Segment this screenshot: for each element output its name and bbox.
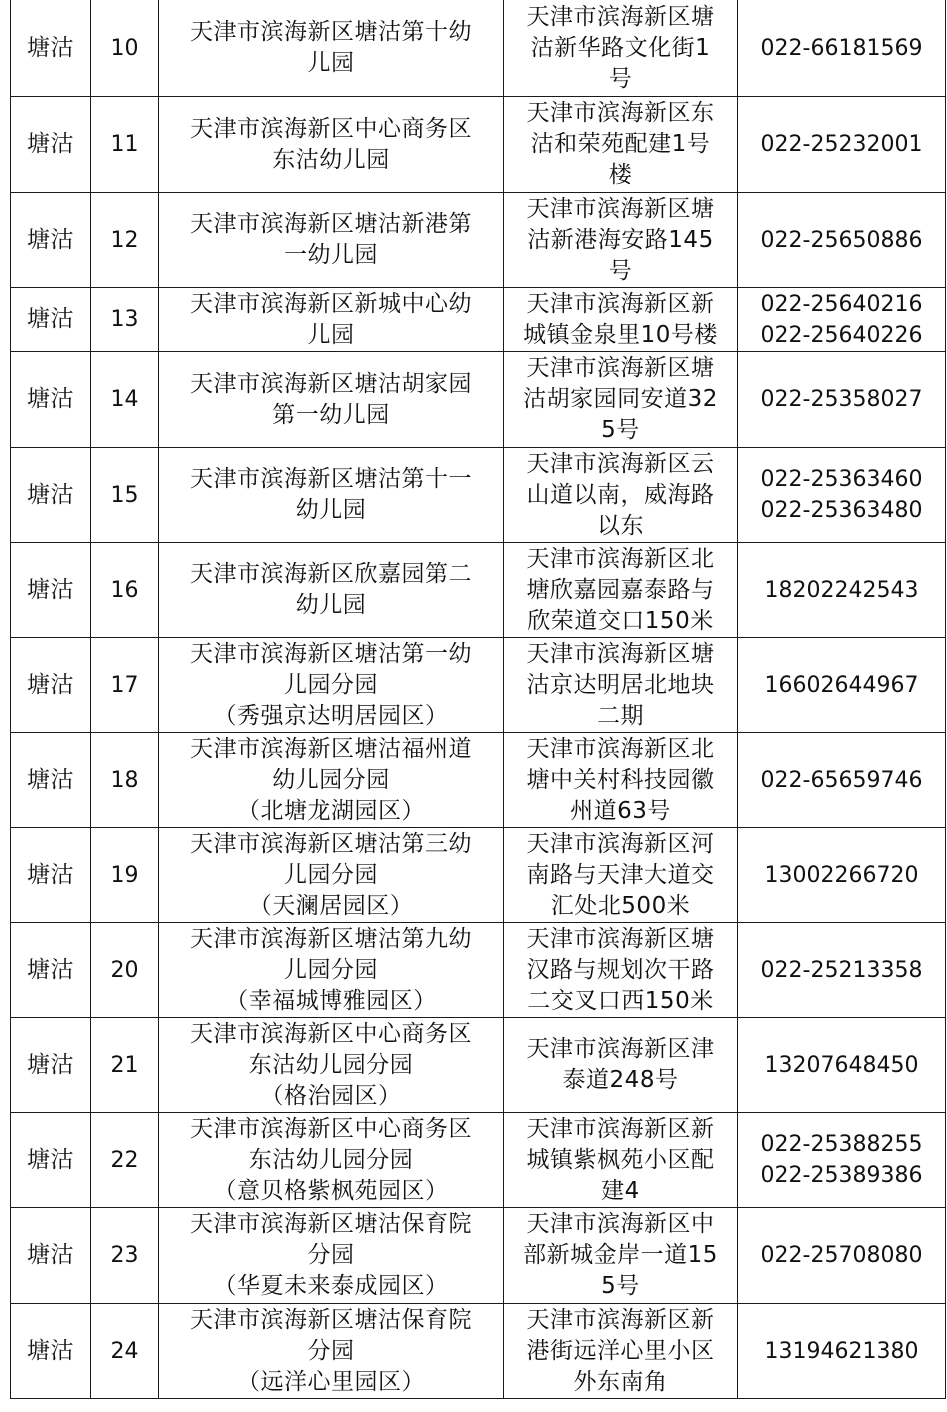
phone-cell: [738, 0, 946, 97]
kindergarten-name-cell-line: 天津市滨海新区塘沽保育院: [190, 1211, 472, 1237]
kindergarten-name-cell-line: （格治园区）: [260, 1082, 402, 1109]
district-cell: 塘沽: [11, 1208, 91, 1304]
address-cell-line: 天津市滨海新区北: [526, 545, 715, 572]
district-cell: 塘沽: [11, 352, 91, 448]
phone-cell: [738, 448, 946, 543]
number-cell: 18: [91, 733, 159, 828]
number-cell: 23: [91, 1208, 159, 1304]
number-cell: 17: [91, 638, 159, 733]
kindergarten-name-cell-line: （意贝格紫枫苑园区）: [213, 1177, 449, 1204]
phone-cell-line: 022-25640226: [760, 322, 923, 348]
address-cell-line: 汇处北500米: [550, 892, 691, 919]
district-cell: 塘沽: [11, 923, 91, 1018]
address-cell-line: 天津市滨海新区塘: [526, 925, 715, 952]
kindergarten-name-cell-line: 儿园: [307, 50, 355, 76]
table-row: [11, 828, 946, 923]
address-cell-line: 天津市滨海新区津: [526, 1036, 715, 1062]
kindergarten-name-cell-line: 天津市滨海新区塘沽保育院: [190, 1306, 472, 1333]
address-cell-line: 南路与天津大道交: [526, 861, 715, 888]
table-row: [11, 733, 946, 828]
phone-cell-line: 022-25213358: [760, 957, 923, 983]
address-cell-line: 天津市滨海新区新: [526, 1306, 715, 1333]
table-row: [11, 288, 946, 352]
kindergarten-name-cell-line: 分园: [307, 1242, 355, 1268]
address-cell: [504, 828, 738, 923]
number-cell: 20: [91, 923, 159, 1018]
number-cell: 14: [91, 352, 159, 448]
address-cell-line: 港街远洋心里小区: [526, 1337, 715, 1364]
table-row: [11, 1113, 946, 1208]
district-cell: 塘沽: [11, 193, 91, 288]
kindergarten-name-cell: [159, 0, 504, 97]
address-cell-line: 天津市滨海新区东: [526, 100, 715, 126]
address-cell-line: 天津市滨海新区北: [526, 735, 715, 762]
phone-cell-line: 022-25650886: [760, 227, 923, 253]
address-cell-line: 欣荣道交口150米: [527, 607, 714, 634]
address-cell-line: 沽新港海安路145: [527, 226, 714, 253]
table-row: [11, 923, 946, 1018]
address-cell-line: 二期: [597, 702, 644, 729]
address-cell-line: 塘欣嘉园嘉泰路与: [526, 576, 715, 603]
phone-cell-line: 022-25363480: [760, 498, 923, 523]
phone-cell-line: 022-25232001: [760, 132, 923, 157]
table-row: [11, 543, 946, 638]
kindergarten-name-cell: [159, 1208, 504, 1304]
phone-cell: [738, 638, 946, 733]
kindergarten-name-cell-line: 天津市滨海新区塘沽新港第: [190, 211, 472, 237]
district-cell: 塘沽: [11, 288, 91, 352]
address-cell: [504, 638, 738, 733]
address-cell-line: 沽胡家园同安道32: [523, 386, 718, 412]
kindergarten-name-cell: [159, 733, 504, 828]
number-cell: 21: [91, 1018, 159, 1113]
phone-cell: [738, 1018, 946, 1113]
address-cell-line: 天津市滨海新区塘: [526, 640, 715, 667]
phone-cell: [738, 828, 946, 923]
address-cell-line: 汉路与规划次干路: [526, 956, 715, 983]
address-cell-line: 沽新华路文化街1: [530, 34, 711, 61]
phone-cell: [738, 1113, 946, 1208]
kindergarten-name-cell: [159, 1304, 504, 1399]
district-cell: 塘沽: [11, 733, 91, 828]
kindergarten-name-cell-line: 儿园: [307, 321, 355, 348]
kindergarten-name-cell: [159, 1018, 504, 1113]
district-cell: 塘沽: [11, 543, 91, 638]
address-cell-line: 泰道248号: [562, 1067, 679, 1093]
kindergarten-name-cell-line: 幼儿园分园: [272, 766, 390, 793]
district-cell: 塘沽: [11, 828, 91, 923]
table-row: [11, 638, 946, 733]
kindergarten-name-cell-line: 幼儿园: [295, 592, 367, 618]
phone-cell-line: 022-25363460: [760, 467, 923, 492]
kindergarten-name-cell-line: （秀强京达明居园区）: [213, 702, 449, 729]
phone-cell: [738, 543, 946, 638]
address-cell: [504, 1208, 738, 1304]
kindergarten-name-cell: [159, 288, 504, 352]
district-cell: 塘沽: [11, 1018, 91, 1113]
number-cell: 13: [91, 288, 159, 352]
address-cell-line: 沽和荣苑配建1号: [530, 131, 711, 157]
district-cell: 塘沽: [11, 638, 91, 733]
table-row: [11, 0, 946, 97]
kindergarten-name-cell-line: 东沽幼儿园: [272, 146, 390, 173]
number-cell: 10: [91, 0, 159, 97]
kindergarten-name-cell: [159, 1113, 504, 1208]
district-cell: 塘沽: [11, 448, 91, 543]
phone-cell: [738, 733, 946, 828]
address-cell: [504, 1113, 738, 1208]
number-cell: 24: [91, 1304, 159, 1399]
kindergarten-name-cell-line: 东沽幼儿园分园: [248, 1051, 414, 1078]
number-cell: 11: [91, 97, 159, 193]
kindergarten-name-cell-line: 天津市滨海新区塘沽第十幼: [190, 19, 472, 45]
address-cell-line: 楼: [608, 162, 633, 188]
phone-cell-line: 022-25388255: [760, 1132, 923, 1157]
phone-cell: [738, 288, 946, 352]
number-cell: 22: [91, 1113, 159, 1208]
kindergarten-name-cell-line: 分园: [307, 1337, 355, 1364]
table-row: [11, 448, 946, 543]
address-cell-line: 建4: [601, 1177, 640, 1204]
address-cell: [504, 288, 738, 352]
kindergarten-name-cell: [159, 543, 504, 638]
phone-cell-line: 022-65659746: [760, 767, 923, 793]
kindergarten-name-cell-line: 天津市滨海新区中心商务区: [190, 115, 472, 142]
kindergarten-name-cell-line: （幸福城博雅园区）: [225, 987, 437, 1014]
phone-cell-line: 022-25358027: [760, 387, 923, 412]
kindergarten-name-cell-line: 天津市滨海新区塘沽第九幼: [190, 925, 472, 952]
kindergarten-name-cell-line: （天澜居园区）: [248, 892, 414, 919]
kindergarten-name-cell-line: 天津市滨海新区塘沽第一幼: [190, 640, 472, 667]
kindergarten-name-cell-line: 天津市滨海新区中心商务区: [190, 1020, 472, 1047]
kindergarten-name-cell: [159, 193, 504, 288]
kindergarten-name-cell-line: 东沽幼儿园分园: [248, 1146, 414, 1173]
address-cell-line: 城镇紫枫苑小区配: [526, 1146, 715, 1173]
kindergarten-name-cell-line: 一幼儿园: [284, 242, 378, 268]
kindergarten-name-cell-line: 幼儿园: [295, 497, 367, 523]
phone-cell-line: 13194621380: [764, 1338, 919, 1364]
address-cell: [504, 0, 738, 97]
kindergarten-name-cell-line: 儿园分园: [284, 861, 378, 888]
kindergarten-name-cell-line: 儿园分园: [284, 671, 378, 698]
phone-cell-line: 13207648450: [764, 1052, 919, 1078]
address-cell-line: 天津市滨海新区新: [526, 1115, 715, 1142]
kindergarten-name-cell: [159, 97, 504, 193]
kindergarten-name-cell-line: 天津市滨海新区塘沽胡家园: [190, 370, 472, 397]
address-cell-line: 号: [608, 65, 633, 92]
phone-cell: [738, 352, 946, 448]
address-cell: [504, 733, 738, 828]
phone-cell: [738, 97, 946, 193]
address-cell: [504, 543, 738, 638]
kindergarten-name-cell-line: 儿园分园: [284, 956, 378, 983]
address-cell-line: 天津市滨海新区云: [526, 450, 715, 477]
address-cell-line: 部新城金岸一道15: [523, 1242, 718, 1268]
address-cell-line: 外东南角: [573, 1368, 668, 1395]
table-row: [11, 193, 946, 288]
phone-cell-line: 022-66181569: [760, 35, 923, 61]
address-cell-line: 沽京达明居北地块: [526, 671, 715, 698]
phone-cell-line: 18202242543: [764, 577, 919, 603]
district-cell: 塘沽: [11, 0, 91, 97]
phone-cell: [738, 1304, 946, 1399]
table-row: [11, 1304, 946, 1399]
address-cell-line: 以东: [597, 512, 644, 539]
kindergarten-table: [10, 0, 946, 1399]
district-cell: 塘沽: [11, 97, 91, 193]
table-row: [11, 352, 946, 448]
address-cell: [504, 923, 738, 1018]
phone-cell: [738, 193, 946, 288]
address-cell-line: 天津市滨海新区新: [526, 290, 715, 317]
kindergarten-name-cell: [159, 448, 504, 543]
phone-cell-line: 022-25640216: [760, 291, 923, 317]
kindergarten-name-cell-line: 天津市滨海新区新城中心幼: [190, 290, 472, 317]
table-row: [11, 1018, 946, 1113]
number-cell: 15: [91, 448, 159, 543]
kindergarten-name-cell-line: 天津市滨海新区欣嘉园第二: [190, 561, 472, 587]
address-cell: [504, 448, 738, 543]
kindergarten-name-cell: [159, 923, 504, 1018]
address-cell-line: 天津市滨海新区塘: [526, 355, 715, 381]
address-cell-line: 天津市滨海新区塘: [526, 3, 715, 30]
address-cell-line: 5号: [601, 417, 640, 443]
address-cell-line: 5号: [601, 1273, 640, 1299]
kindergarten-name-cell-line: 天津市滨海新区塘沽第三幼: [190, 830, 472, 857]
address-cell-line: 塘中关村科技园徽: [526, 766, 715, 793]
kindergarten-name-cell-line: 天津市滨海新区塘沽第十一: [190, 466, 472, 492]
kindergarten-name-cell-line: 第一幼儿园: [272, 401, 390, 428]
address-cell: [504, 193, 738, 288]
number-cell: 19: [91, 828, 159, 923]
phone-cell: [738, 923, 946, 1018]
kindergarten-name-cell-line: 天津市滨海新区塘沽福州道: [190, 735, 472, 762]
address-cell-line: 州道63号: [570, 797, 671, 824]
table-row: [11, 1208, 946, 1304]
address-cell-line: 天津市滨海新区塘: [526, 195, 715, 222]
address-cell-line: 天津市滨海新区河: [526, 830, 715, 857]
kindergarten-name-cell: [159, 352, 504, 448]
kindergarten-name-cell: [159, 828, 504, 923]
address-cell-line: 二交叉口西150米: [527, 987, 714, 1014]
phone-cell-line: 022-25389386: [760, 1163, 923, 1188]
address-cell-line: 山道以南，威海路: [526, 481, 715, 508]
phone-cell-line: 16602644967: [764, 672, 919, 698]
kindergarten-name-cell-line: （远洋心里园区）: [237, 1368, 425, 1395]
kindergarten-name-cell-line: （华夏未来泰成园区）: [213, 1273, 449, 1299]
phone-cell-line: 13002266720: [764, 862, 919, 888]
table-body: [11, 0, 946, 1399]
address-cell-line: 天津市滨海新区中: [526, 1211, 715, 1237]
district-cell: 塘沽: [11, 1304, 91, 1399]
address-cell-line: 城镇金泉里10号楼: [523, 321, 718, 348]
district-cell: 塘沽: [11, 1113, 91, 1208]
kindergarten-name-cell-line: 天津市滨海新区中心商务区: [190, 1115, 472, 1142]
number-cell: 12: [91, 193, 159, 288]
table-row: [11, 97, 946, 193]
address-cell: [504, 1018, 738, 1113]
phone-cell: [738, 1208, 946, 1304]
address-cell: [504, 97, 738, 193]
number-cell: 16: [91, 543, 159, 638]
phone-cell-line: 022-25708080: [760, 1243, 923, 1268]
address-cell: [504, 1304, 738, 1399]
address-cell-line: 号: [608, 257, 633, 284]
kindergarten-name-cell-line: （北塘龙湖园区）: [237, 797, 425, 824]
kindergarten-name-cell: [159, 638, 504, 733]
address-cell: [504, 352, 738, 448]
